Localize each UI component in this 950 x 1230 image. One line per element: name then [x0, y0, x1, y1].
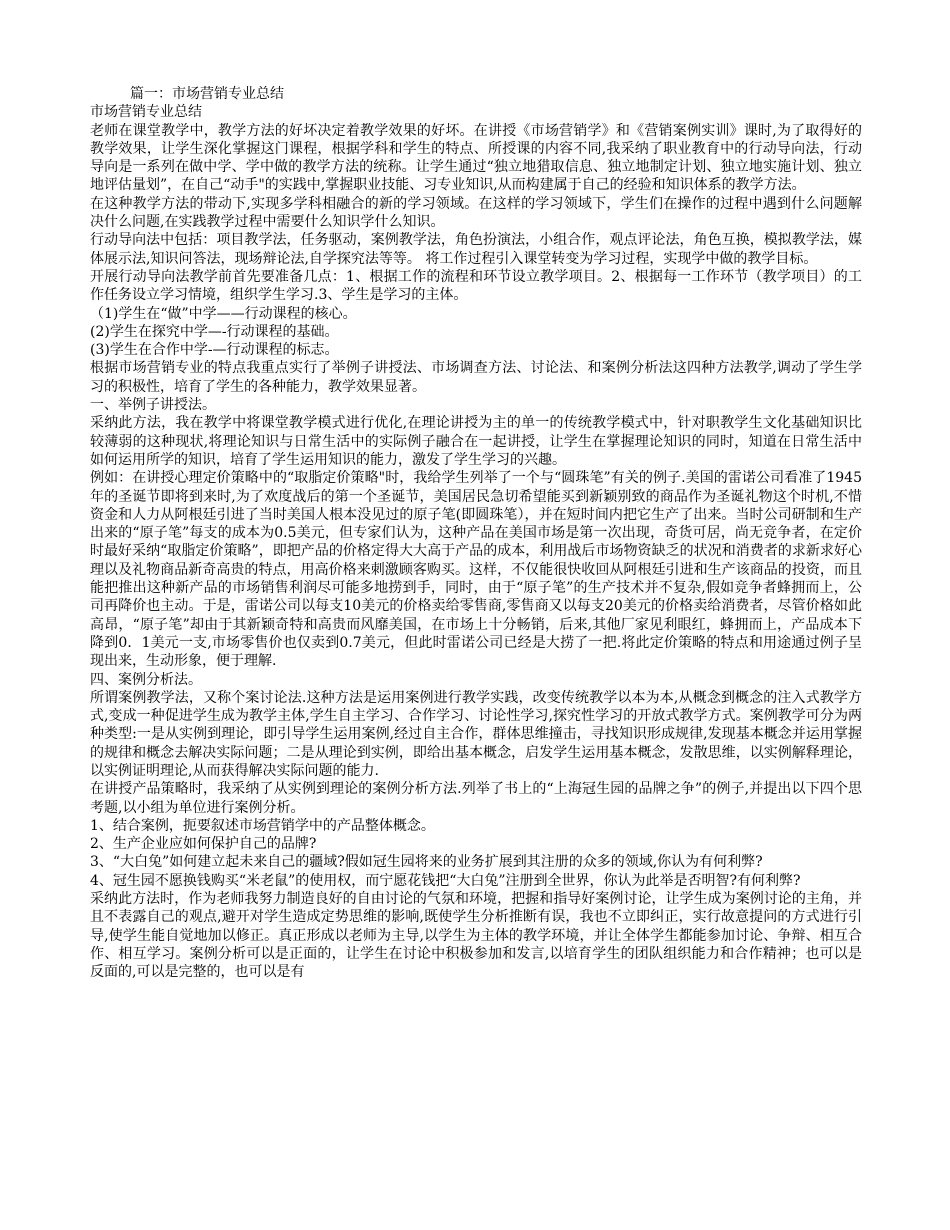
list-item: 2、生产企业应如何保护自己的品牌?	[90, 836, 317, 853]
document-subtitle: 市场营销专业总结	[90, 104, 202, 121]
list-item: 3、“大白兔”如何建立起未来自己的疆域?假如冠生园将来的业务扩展到其注册的众多的领域,你认为有何利弊?	[90, 854, 763, 871]
paragraph: 所谓案例教学法，又称个案讨论法.这种方法是运用案例进行教学实践，改变传统教学以本为本,从概念到概念的注入式教学方式,变成一种促进学生成为教学主体,学生自主学习、合作学习、讨论性学习,探究性学习的开放式教学方式。案例教学可分为两种类型:一是从实例到理论，即引导学生运用案例,经过自主合作，群体思维撞击，寻找知识形成规律,发现基本概念并运用掌握的规律和概念去解决实际问题；二是从理论到实例，即给出基本概念，启发学生运用基本概念，发散思维，以实例解释理论，以实例证明理论,从而获得解决实际问题的能力.	[90, 689, 862, 779]
list-item: 1、结合案例，扼要叙述市场营销学中的产品整体概念。	[90, 817, 435, 834]
paragraph: 在讲授产品策略时，我采纳了从实例到理论的案例分析方法.列举了书上的“上海冠生园的品牌之争”的例子,并提出以下四个思考题,以小组为单位进行案例分析。	[90, 781, 862, 816]
paragraph: 行动导向法中包括：项目教学法，任务驱动，案例教学法，角色扮演法，小组合作，观点评论法，角色互换，模拟教学法，媒体展示法,知识问答法，现场辩论法,自学探究法等等。 将工作过程引入课堂转变为学习过程，实现学中做的教学目标。	[90, 232, 862, 267]
paragraph: 老师在课堂教学中，教学方法的好坏决定着教学效果的好坏。在讲授《市场营销学》和《营销案例实训》课时,为了取得好的教学效果，让学生深化掌握这门课程，根据学科和学生的特点、所授课的内容不同,我采纳了职业教育中的行动导向法，行动导向是一系列在做中学、学中做的教学方法的统称。让学生通过“独立地猎取信息、独立地制定计划、独立地实施计划、独立地评估量划”，在自己“动手"的实践中,掌握职业技能、习专业知识,从而构建属于自己的经验和知识体系的教学方法。	[90, 122, 862, 194]
paragraph: 根据市场营销专业的特点我重点实行了举例子讲授法、市场调查方法、讨论法、和案例分析法这四种方法教学,调动了学生学习的积极性，培育了学生的各种能力，教学效果显著。	[90, 360, 862, 395]
document-heading: 篇一：市场营销专业总结	[130, 86, 284, 102]
list-item: 4、冠生园不愿换钱购买“米老鼠”的使用权，而宁愿花钱把“大白兔”注册到全世界，你认为此举是否明智?有何利弊?	[90, 872, 801, 889]
paragraph: 采纳此方法时，作为老师我努力制造良好的自由讨论的气氛和环境，把握和指导好案例讨论，让学生成为案例讨论的主角，并且不表露自己的观点,避开对学生造成定势思维的影响,既使学生分析推断有误，我也不立即纠正，实行故意提问的方式进行引导,使学生能自觉地加以修正。真正形成以老师为主导,以学生为主体的教学环境，并让全体学生都能参加讨论、争辩、相互合作、相互学习。案例分析可以是正面的，让学生在讨论中积极参加和发言,以培育学生的团队组织能力和合作精神；也可以是反面的,可以是完整的，也可以是有	[90, 891, 862, 981]
list-item: (3)学生在合作中学-—行动课程的标志。	[90, 342, 339, 359]
paragraph: 采纳此方法，我在教学中将课堂教学模式进行优化,在理论讲授为主的单一的传统教学模式中，针对职教学生文化基础知识比较薄弱的这种现状,将理论知识与日常生活中的实际例子融合在一起讲授，让学生在掌握理论知识的同时，知道在日常生活中如何运用所学的知识，培育了学生运用知识的能力，激发了学生学习的兴趣。	[90, 415, 862, 468]
section-heading: 四、案例分析法。	[90, 671, 202, 688]
document-page	[90, 85, 862, 982]
paragraph: 在这种教学方法的带动下,实现多学科相融合的新的学习领域。在这样的学习领域下，学生们在操作的过程中遇到什么问题解决什么问题,在实践教学过程中需要什么知识学什么知识。	[90, 195, 862, 231]
section-heading: 一、举例子讲授法。	[90, 397, 216, 414]
paragraph: 例如：在讲授心理定价策略中的“取脂定价策略"时，我给学生列举了一个与“圆珠笔”有关的例子.美国的雷诺公司看准了1945年的圣诞节即将到来时,为了欢度战后的第一个圣诞节，美国居民急切希望能买到新颖别致的商品作为圣诞礼物这个时机,不惜资金和人力从阿根廷引进了当时美国人根本没见过的原子笔(即圆珠笔），并在短时间内把它生产了出来。当时公司研制和生产出来的“原子笔”每支的成本为0.5美元，但专家们认为，这种产品在美国市场是第一次出现，奇货可居，尚无竞争者，在定价时最好采纳“取脂定价策略”，即把产品的价格定得大大高于产品的成本，利用战后市场物资缺乏的状况和消费者的求新求好心理以及礼物商品新奇高贵的特点，用高价格来刺激顾客购买。这样，不仅能很快收回从阿根廷引进和生产该商品的投资，而且能把推出这种新产品的市场销售利润尽可能多地捞到手，同时，由于“原子笔”的生产技术并不复杂,假如竞争者蜂拥而上，公司再降价也主动。于是，雷诺公司以每支10美元的价格卖给零售商,零售商又以每支20美元的价格卖给消费者，尽管价格如此高昂，“原子笔”却由于其新颖奇特和高贵而风靡美国，在市场上十分畅销，后来,其他厂家见利眼红，蜂拥而上，产品成本下降到0．1美元一支,市场零售价也仅卖到0.7美元，但此时雷诺公司已经是大捞了一把.将此定价策略的特点和用途通过例子呈现出来，生动形象，便于理解.	[90, 470, 862, 670]
list-item: （1)学生在“做”中学——行动课程的核心。	[90, 305, 357, 322]
paragraph: 开展行动导向法教学前首先要准备几点：1、根据工作的流程和环节设立教学项目。2、根据每一工作环节（教学项目）的工作任务设立学习情境，组织学生学习.3、学生是学习的主体。	[90, 268, 862, 304]
list-item: (2)学生在探究中学—-行动课程的基础。	[90, 323, 339, 340]
